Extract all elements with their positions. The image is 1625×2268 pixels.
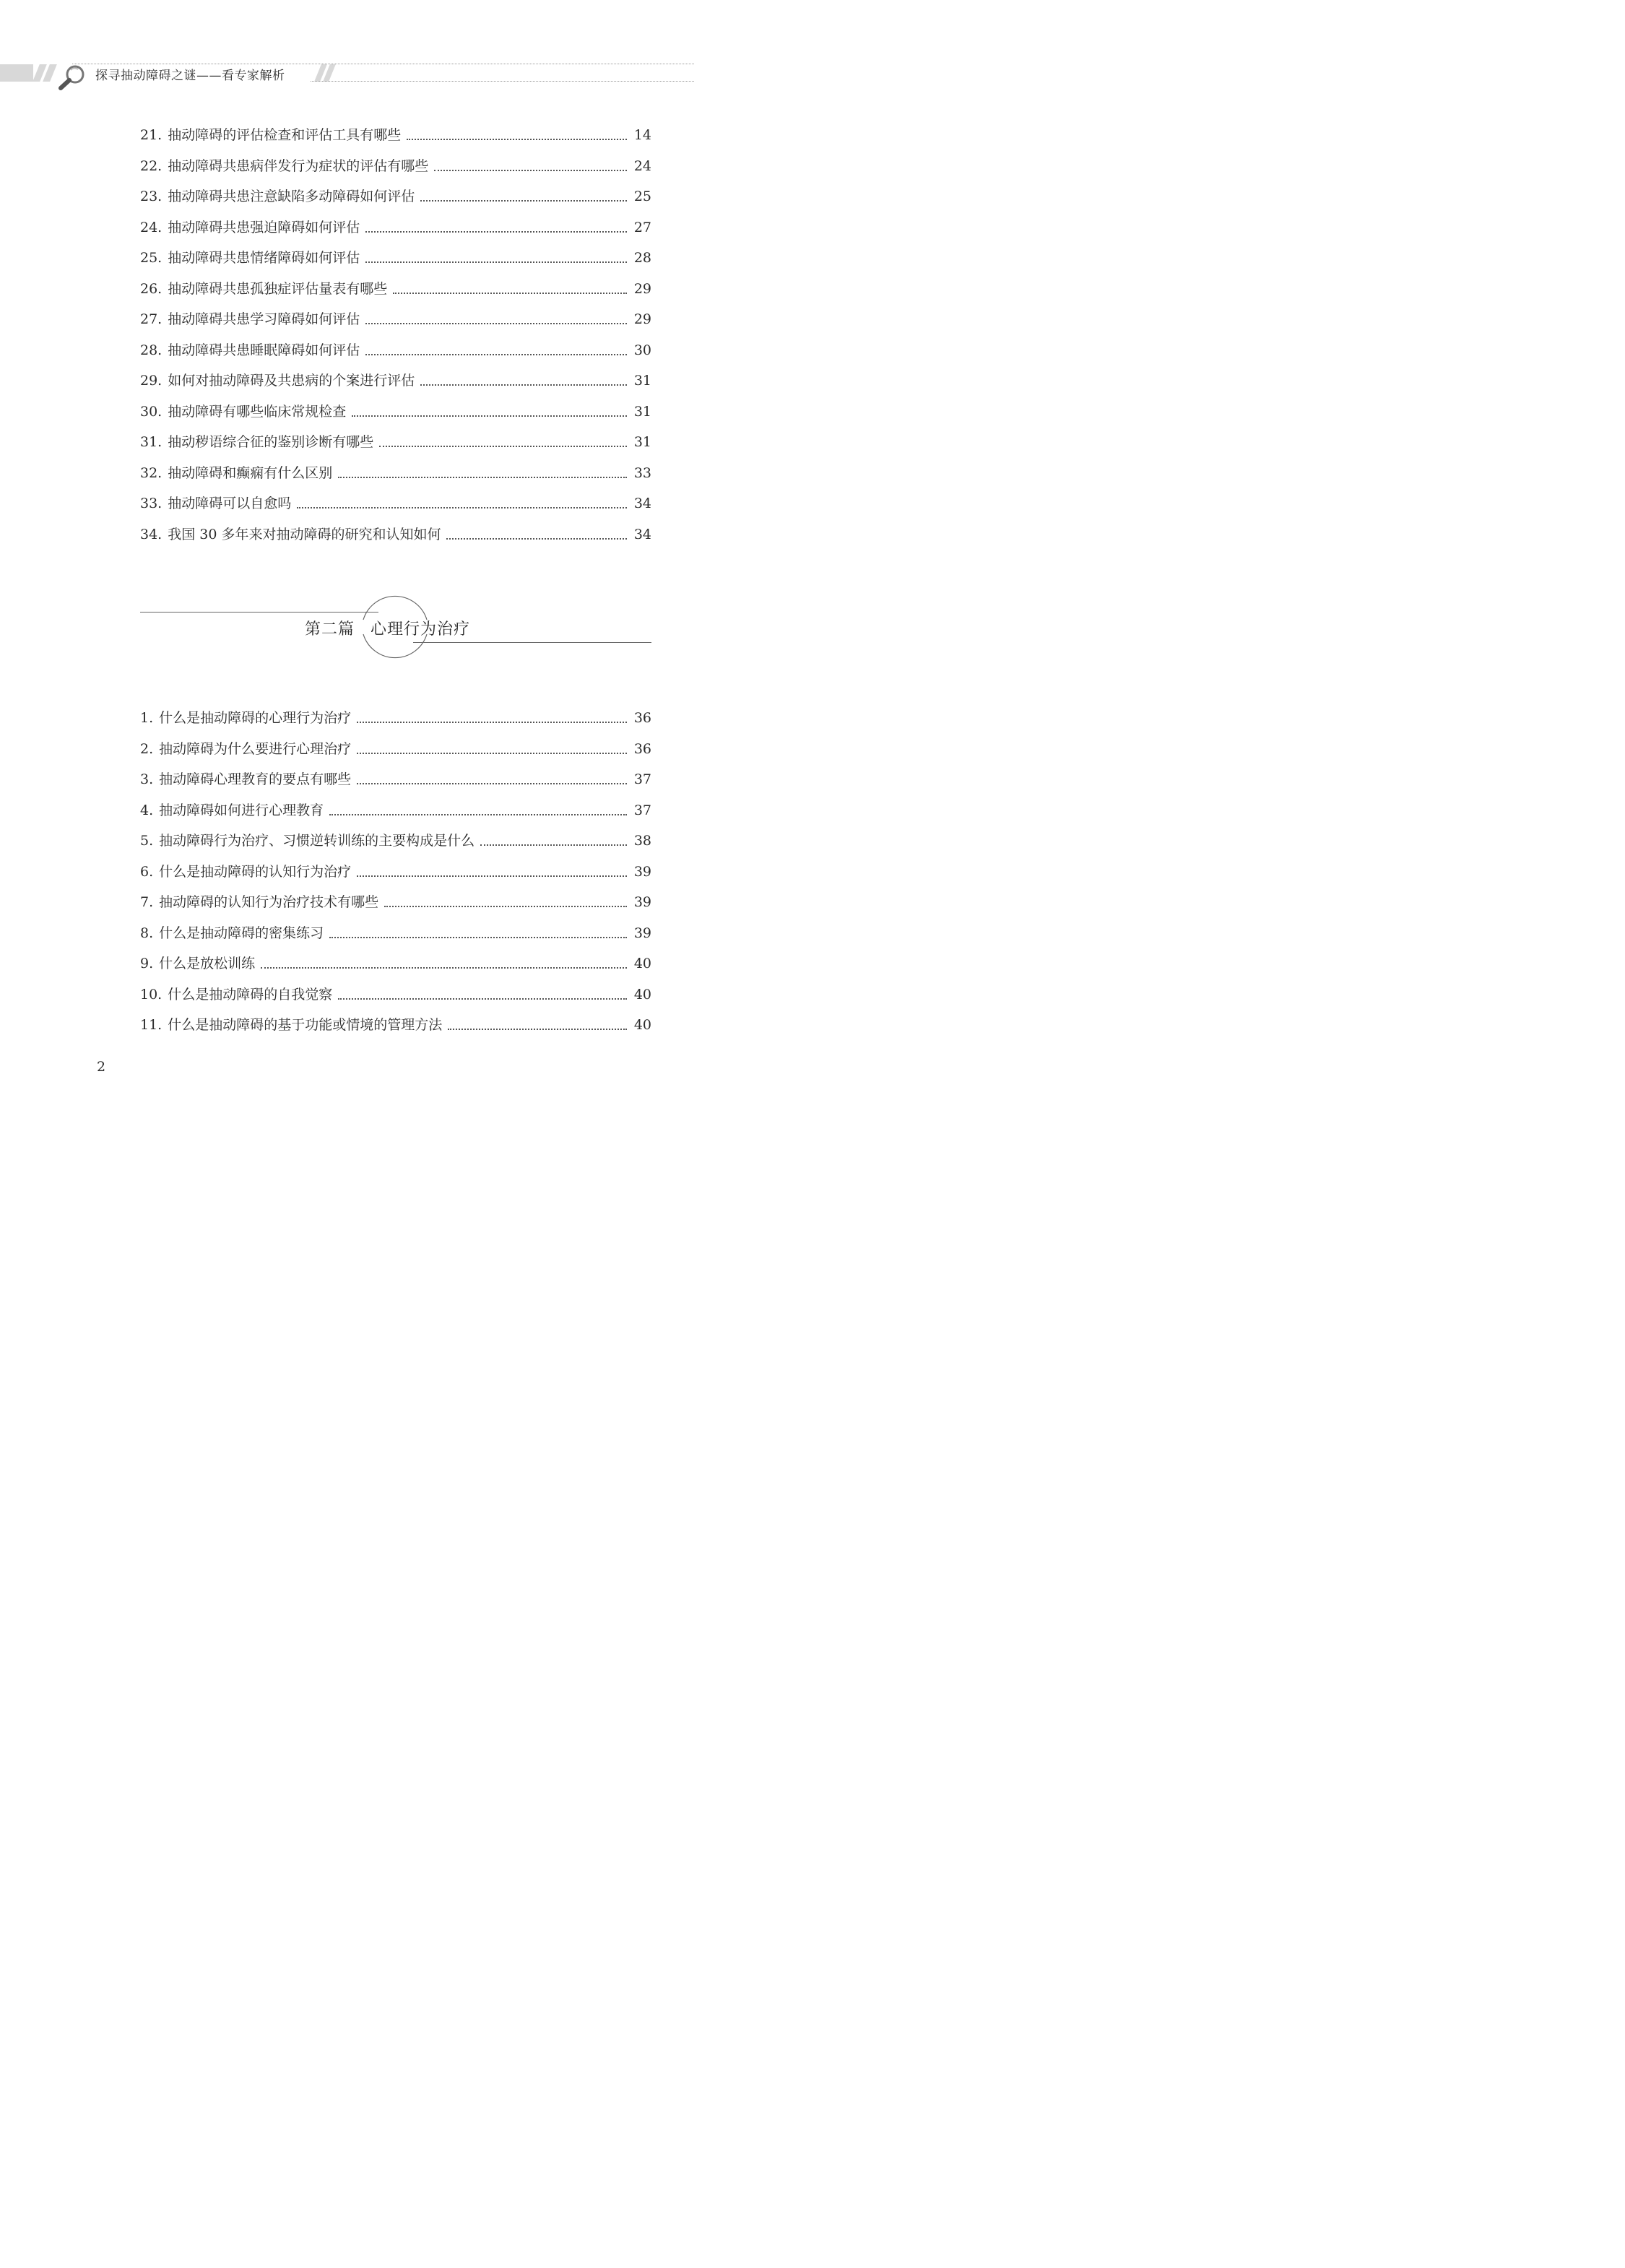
header-title: 探寻抽动障碍之谜——看专家解析 [95,69,285,83]
toc-entry-page: 25 [633,189,651,204]
toc-entry-number: 30. [140,403,162,420]
toc-dot-leader [480,843,627,846]
toc-entry-title: 抽动障碍心理教育的要点有哪些 [159,771,352,787]
toc-entry-title: 抽动秽语综合征的鉴别诊断有哪些 [168,434,374,450]
toc-dot-leader [338,475,627,478]
toc-entry[interactable] [140,277,651,298]
toc-entry-page: 40 [633,1017,651,1033]
toc-entry-number: 6. [140,863,154,880]
toc-entry-number: 32. [140,464,162,481]
toc-entry-number: 28. [140,342,162,358]
toc-entry[interactable] [140,461,651,482]
toc-entry-number: 22. [140,157,162,174]
toc-entry[interactable] [140,399,651,421]
part-name: 心理行为治疗 [370,620,471,639]
toc-dot-leader [352,414,627,417]
toc-entry-page: 40 [633,986,651,1003]
toc-entry-title: 抽动障碍的评估检查和评估工具有哪些 [168,127,402,143]
toc-entry[interactable] [140,1013,651,1034]
toc-entry-page: 31 [633,434,651,450]
toc-dot-leader [379,444,627,447]
toc-entry-page: 34 [633,526,651,542]
toc-entry-page: 37 [633,802,651,818]
toc-entry[interactable] [140,767,651,789]
toc-entry[interactable] [140,123,651,144]
header-dotted-rule-bottom [311,81,694,82]
header-grey-bar [0,64,33,82]
toc-entry-page: 36 [633,710,651,726]
toc-dot-leader [446,537,626,540]
toc-entry-title: 抽动障碍共患情绪障碍如何评估 [168,250,360,266]
toc-dot-leader [261,966,627,969]
toc-entry[interactable] [140,215,651,237]
toc-entry-title: 抽动障碍共患病伴发行为症状的评估有哪些 [168,157,429,174]
toc-entry-title: 抽动障碍共患孤独症评估量表有哪些 [168,280,388,297]
toc-entry-title: 什么是抽动障碍的自我觉察 [168,986,333,1003]
toc-entry-number: 29. [140,373,162,389]
toc-dot-leader [357,720,627,723]
toc-entry-number: 2. [140,740,154,757]
toc-entry-page: 24 [633,157,651,174]
toc-entry-title: 抽动障碍如何进行心理教育 [159,802,324,818]
toc-entry[interactable] [140,184,651,206]
toc-entry[interactable] [140,338,651,360]
toc-entry-page: 31 [633,403,651,420]
toc-entry[interactable] [140,828,651,850]
toc-dot-leader [420,199,627,202]
toc-entry-number: 33. [140,495,162,511]
toc-entry-number: 10. [140,986,162,1003]
toc-entry-number: 4. [140,802,154,818]
toc-entry-number: 23. [140,189,162,204]
toc-entry-title: 我国 30 多年来对抽动障碍的研究和认知如何 [168,526,441,542]
toc-entry-number: 31. [140,434,162,450]
toc-entry-page: 29 [633,311,651,327]
part-title [305,617,470,639]
toc-entry[interactable] [140,246,651,267]
part-heading [140,592,651,662]
toc-dot-leader [365,230,627,233]
toc-entry[interactable] [140,798,651,820]
toc-entry-title: 什么是抽动障碍的认知行为治疗 [159,863,352,880]
toc-entry[interactable] [140,430,651,451]
part-heading-rule-right [413,642,651,643]
toc-entry[interactable] [140,491,651,513]
toc-entry-title: 抽动障碍共患学习障碍如何评估 [168,311,360,327]
part-heading-rule-left [140,612,378,613]
toc-entry-number: 21. [140,127,162,143]
toc-entry-number: 26. [140,280,162,297]
toc-entry-title: 抽动障碍共患睡眠障碍如何评估 [168,342,360,358]
toc-dot-leader [297,506,627,508]
toc-dot-leader [329,935,627,938]
toc-entry-title: 抽动障碍的认知行为治疗技术有哪些 [159,894,379,910]
toc-entry-title: 什么是抽动障碍的心理行为治疗 [159,710,352,726]
toc-dot-leader [407,137,627,140]
toc-entry-title: 抽动障碍为什么要进行心理治疗 [159,740,352,757]
toc-entry-number: 9. [140,956,154,971]
toc-entry-number: 25. [140,250,162,266]
toc-entry[interactable] [140,890,651,912]
toc-entry[interactable] [140,951,651,973]
toc-entry-page: 39 [633,863,651,880]
toc-dot-leader [338,997,627,1000]
toc-entry-title: 抽动障碍共患强迫障碍如何评估 [168,219,360,235]
toc-entry-number: 27. [140,311,162,327]
toc-entry-number: 11. [140,1017,162,1033]
toc-dot-leader [365,321,627,324]
toc-entry[interactable] [140,706,651,727]
toc-entry-number: 3. [140,771,154,787]
toc-entry-page: 27 [633,219,651,235]
toc-entry-page: 14 [633,127,651,143]
toc-dot-leader [365,352,627,355]
toc-entry-page: 34 [633,495,651,511]
toc-dot-leader [434,168,627,171]
toc-entry-title: 抽动障碍和癫痫有什么区别 [168,464,333,481]
toc-entry-title: 抽动障碍可以自愈吗 [168,495,292,511]
toc-entry-title: 抽动障碍共患注意缺陷多动障碍如何评估 [168,189,415,204]
toc-entry-number: 5. [140,833,154,849]
part-label: 第二篇 [305,620,355,639]
toc-entry-title: 什么是抽动障碍的基于功能或情境的管理方法 [168,1017,443,1033]
toc-entry-page: 37 [633,771,651,787]
toc-entry[interactable] [140,522,651,544]
toc-entry[interactable] [140,368,651,390]
toc-entry-number: 8. [140,925,154,941]
toc-entry-page: 38 [633,833,651,849]
toc-dot-leader [357,782,627,784]
toc-entry[interactable] [140,860,651,881]
toc-entry-title: 抽动障碍行为治疗、习惯逆转训练的主要构成是什么 [159,833,475,849]
toc-entry[interactable] [140,154,651,176]
toc-dot-leader [357,751,627,754]
toc-entry-title: 什么是放松训练 [159,956,256,971]
toc-dot-leader [448,1027,627,1030]
toc-entry-page: 39 [633,894,651,910]
toc-dot-leader [420,383,627,386]
toc-entry-page: 33 [633,464,651,481]
toc-entry-page: 40 [633,956,651,971]
magnifier-icon [56,62,88,91]
toc-entry-page: 31 [633,373,651,389]
toc-dot-leader [384,904,627,907]
toc-entry[interactable] [140,737,651,758]
toc-entry-page: 29 [633,280,651,297]
toc-entry-title: 如何对抽动障碍及共患病的个案进行评估 [168,373,415,389]
toc-entry-page: 28 [633,250,651,266]
toc-dot-leader [365,260,627,263]
toc-dot-leader [329,813,627,815]
page-number: 2 [97,1059,106,1075]
toc-entry-title: 什么是抽动障碍的密集练习 [159,925,324,941]
toc-entry-page: 39 [633,925,651,941]
toc-entry-page: 36 [633,740,651,757]
toc-entry-number: 7. [140,894,154,910]
toc-dot-leader [393,291,627,294]
toc-entry[interactable] [140,982,651,1004]
toc-dot-leader [357,874,627,877]
toc-entry[interactable] [140,307,651,329]
toc-entry-number: 1. [140,710,154,726]
toc-entry[interactable] [140,921,651,943]
toc-entry-title: 抽动障碍有哪些临床常规检查 [168,403,347,420]
toc-entry-page: 30 [633,342,651,358]
running-header [0,58,817,91]
toc-entry-number: 34. [140,526,162,542]
toc-entry-number: 24. [140,219,162,235]
